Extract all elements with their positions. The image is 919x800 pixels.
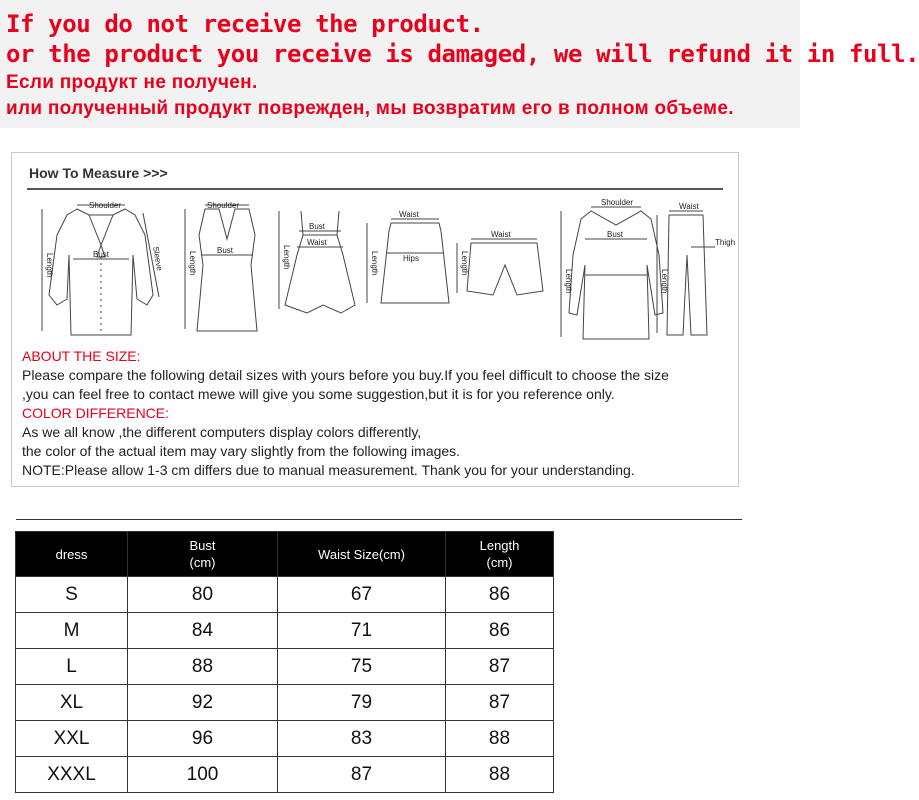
header-dress: dress [16, 532, 128, 577]
how-to-measure-panel [11, 152, 739, 487]
bust-label-6: Bust [607, 230, 624, 239]
bust-cell: 96 [128, 721, 278, 757]
size-chart-table [15, 531, 554, 793]
waist-label-4: Waist [399, 210, 419, 219]
bust-cell: 80 [128, 577, 278, 613]
refund-banner [0, 0, 919, 128]
strappy-dress-illustration [279, 211, 355, 313]
measure-title: How To Measure >>> [29, 165, 168, 181]
garment-measure-illustrations [27, 195, 737, 345]
color-difference-text-1: As we all know ,the different computers display colors differently, [22, 424, 422, 440]
size-cell: XXXL [16, 757, 128, 793]
coat-illustration [561, 198, 663, 339]
length-label-2: Length [188, 251, 197, 276]
size-cell: XXL [16, 721, 128, 757]
section-divider [16, 519, 742, 520]
size-cell: L [16, 649, 128, 685]
tank-top-illustration [185, 201, 257, 331]
about-size-heading: ABOUT THE SIZE: [22, 348, 141, 364]
waist-cell: 71 [278, 613, 446, 649]
size-table-header-row [16, 532, 554, 577]
thigh-label-7: Thigh [715, 238, 736, 247]
waist-label-7: Waist [679, 202, 699, 211]
table-row [16, 577, 554, 613]
length-label-7: Length [660, 269, 669, 294]
length-cell: 87 [446, 649, 554, 685]
waist-cell: 79 [278, 685, 446, 721]
measure-divider [27, 188, 723, 190]
shoulder-label-6: Shoulder [601, 198, 634, 207]
shoulder-label-2: Shoulder [207, 201, 240, 210]
header-bust: Bust (cm) [128, 532, 278, 577]
table-row [16, 613, 554, 649]
table-row [16, 721, 554, 757]
shorts-illustration [457, 230, 543, 295]
bust-cell: 88 [128, 649, 278, 685]
waist-cell: 75 [278, 649, 446, 685]
refund-line-1: If you do not receive the product. [6, 10, 484, 38]
hips-label-4: Hips [403, 254, 420, 263]
bust-label-2: Bust [217, 246, 234, 255]
refund-line-2: or the product you receive is damaged, we will refund it in full. [6, 40, 919, 68]
refund-line-3: Если продукт не получен. [6, 72, 258, 93]
table-row [16, 685, 554, 721]
trousers-illustration [657, 202, 735, 335]
refund-line-4: или полученный продукт поврежден, мы возвратим его в полном объеме. [6, 98, 734, 119]
length-label-3: Length [282, 245, 291, 270]
waist-label-3: Waist [307, 238, 327, 247]
measurement-note: NOTE:Please allow 1-3 cm differs due to manual measurement. Thank you for your understanding. [22, 462, 635, 478]
bust-cell: 92 [128, 685, 278, 721]
length-label-1: Length [45, 253, 54, 278]
waist-cell: 87 [278, 757, 446, 793]
blouse-illustration [42, 201, 164, 335]
length-label-5: Length [460, 251, 469, 276]
skirt-illustration [367, 210, 449, 303]
bust-label-3: Bust [309, 222, 326, 231]
header-waist: Waist Size(cm) [278, 532, 446, 577]
size-cell: S [16, 577, 128, 613]
about-size-text-2: ,you can feel free to contact mewe will give you some suggestion,but it is for you reference only. [22, 386, 615, 402]
length-cell: 88 [446, 721, 554, 757]
length-cell: 86 [446, 613, 554, 649]
bust-cell: 100 [128, 757, 278, 793]
bust-label-1: Bust [93, 250, 110, 259]
color-difference-text-2: the color of the actual item may vary slightly from the following images. [22, 443, 461, 459]
length-label-4: Length [370, 251, 379, 276]
size-cell: XL [16, 685, 128, 721]
waist-cell: 67 [278, 577, 446, 613]
table-row [16, 649, 554, 685]
waist-label-5: Waist [491, 230, 511, 239]
bust-cell: 84 [128, 613, 278, 649]
about-size-text-1: Please compare the following detail sizes with yours before you buy.If you feel difficult to choose the size [22, 367, 669, 383]
color-difference-heading: COLOR DIFFERENCE: [22, 405, 170, 421]
length-label-6: Length [564, 269, 573, 294]
sleeve-label-1: Sleeve [151, 245, 165, 272]
length-cell: 86 [446, 577, 554, 613]
table-row [16, 757, 554, 793]
size-cell: M [16, 613, 128, 649]
length-cell: 87 [446, 685, 554, 721]
length-cell: 88 [446, 757, 554, 793]
header-length: Length (cm) [446, 532, 554, 577]
shoulder-label-1: Shoulder [89, 201, 122, 210]
waist-cell: 83 [278, 721, 446, 757]
